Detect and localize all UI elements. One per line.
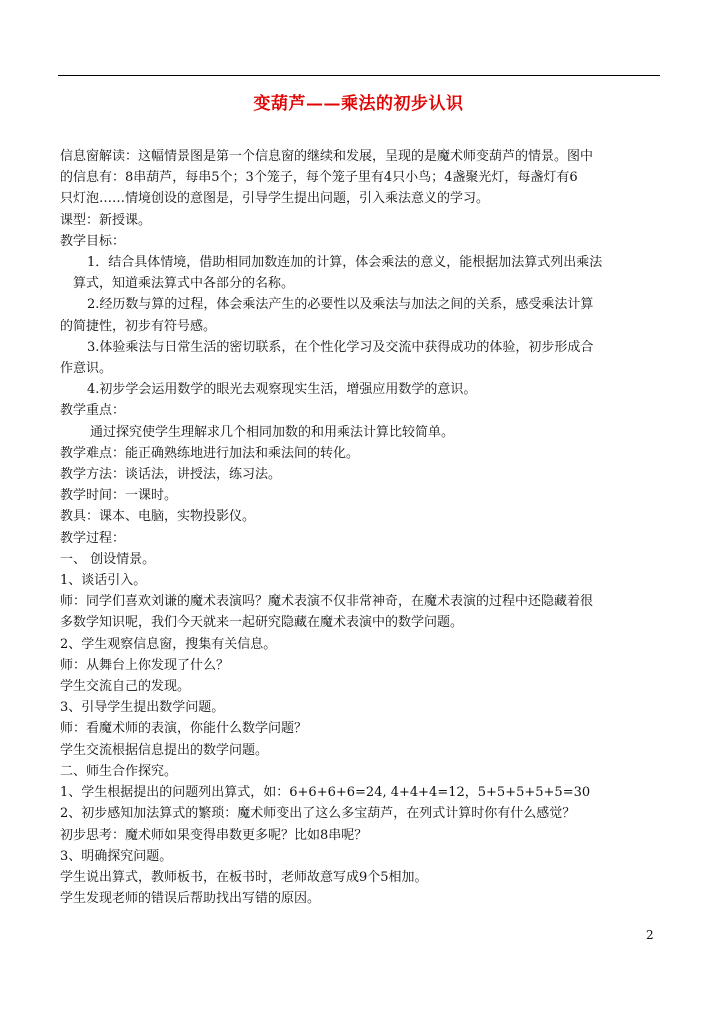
- section-heading: 一、 创设情景。: [60, 551, 156, 567]
- text-line: 算式，知道乘法算式中各部分的名称。: [73, 276, 295, 292]
- text-line: 学生交流自己的发现。: [60, 679, 191, 695]
- section-heading: 二、师生合作探究。: [60, 763, 178, 779]
- text-line: 师：同学们喜欢刘谦的魔术表演吗？魔术表演不仅非常神奇，在魔术表演的过程中还隐藏着很: [60, 594, 594, 610]
- text-line: 作意识。: [60, 361, 113, 377]
- text-line: 学生说出算式，教师板书，在板书时，老师故意写成9个5相加。: [60, 869, 428, 885]
- text-line: 学生交流根据信息提出的数学问题。: [60, 742, 269, 758]
- text-line: 1、谈话引入。: [60, 573, 147, 589]
- objective-2: 2.经历数与算的过程，体会乘法产生的必要性以及乘法与加法之间的关系，感受乘法计算: [87, 297, 594, 313]
- text-line: 2、学生观察信息窗，搜集有关信息。: [60, 636, 277, 652]
- text-line: 只灯泡……情境创设的意图是，引导学生提出问题，引入乘法意义的学习。: [60, 191, 490, 207]
- header-rule: [58, 75, 660, 76]
- objective-1: 1．结合具体情境，借助相同加数连加的计算，体会乘法的意义，能根据加法算式列出乘法: [87, 255, 603, 271]
- text-line: 初步思考：魔术师如果变得串数更多呢？比如8串呢？: [60, 827, 368, 843]
- objective-4: 4.初步学会运用数学的眼光去观察现实生活，增强应用数学的意识。: [87, 382, 477, 398]
- text-line: 教学重点：: [60, 403, 126, 419]
- text-line: 的信息有：8串葫芦，每串5个；3个笼子，每个笼子里有4只小鸟；4盏聚光灯，每盏灯有6: [60, 170, 578, 186]
- text-line: 教学目标：: [60, 233, 126, 249]
- text-line: 1、学生根据提出的问题列出算式，如：6+6+6+6=24, 4+4+4=12，5+5+5+5+5=30: [60, 785, 591, 801]
- text-line: 课型：新授课。: [60, 212, 152, 228]
- text-line: 教学方法：谈话法，讲授法，练习法。: [60, 467, 282, 483]
- text-line: 教学时间：一课时。: [60, 488, 178, 504]
- text-line: 3、明确探究问题。: [60, 848, 173, 864]
- text-line: 教学难点：能正确熟练地进行加法和乘法间的转化。: [60, 445, 360, 461]
- text-line: 的简捷性，初步有符号感。: [60, 318, 217, 334]
- text-line: 信息窗解读：这幅情景图是第一个信息窗的继续和发展，呈现的是魔术师变葫芦的情景。图中: [60, 149, 594, 164]
- page-number: 2: [646, 928, 654, 942]
- objective-3: 3.体验乘法与日常生活的密切联系，在个性化学习及交流中获得成功的体验，初步形成合: [87, 339, 594, 355]
- document-title: 变葫芦——乘法的初步认识: [253, 94, 464, 114]
- text-line: 3、引导学生提出数学问题。: [60, 700, 225, 716]
- text-line: 师：看魔术师的表演，你能什么数学问题？: [60, 721, 308, 737]
- text-line: 学生发现老师的错误后帮助找出写错的原因。: [60, 891, 321, 907]
- text-line: 师：从舞台上你发现了什么？: [60, 657, 230, 673]
- text-line: 教具：课本、电脑，实物投影仪。: [60, 509, 256, 525]
- text-line: 通过探究使学生理解求几个相同加数的和用乘法计算比较简单。: [90, 424, 455, 440]
- text-line: 教学过程：: [60, 530, 126, 546]
- document-body: [60, 146, 660, 909]
- text-line: 2、初步感知加法算式的繁琐：魔术师变出了这么多宝葫芦，在列式计算时你有什么感觉？: [60, 806, 576, 822]
- text-line: 多数学知识呢，我们今天就来一起研究隐藏在魔术表演中的数学问题。: [60, 615, 464, 631]
